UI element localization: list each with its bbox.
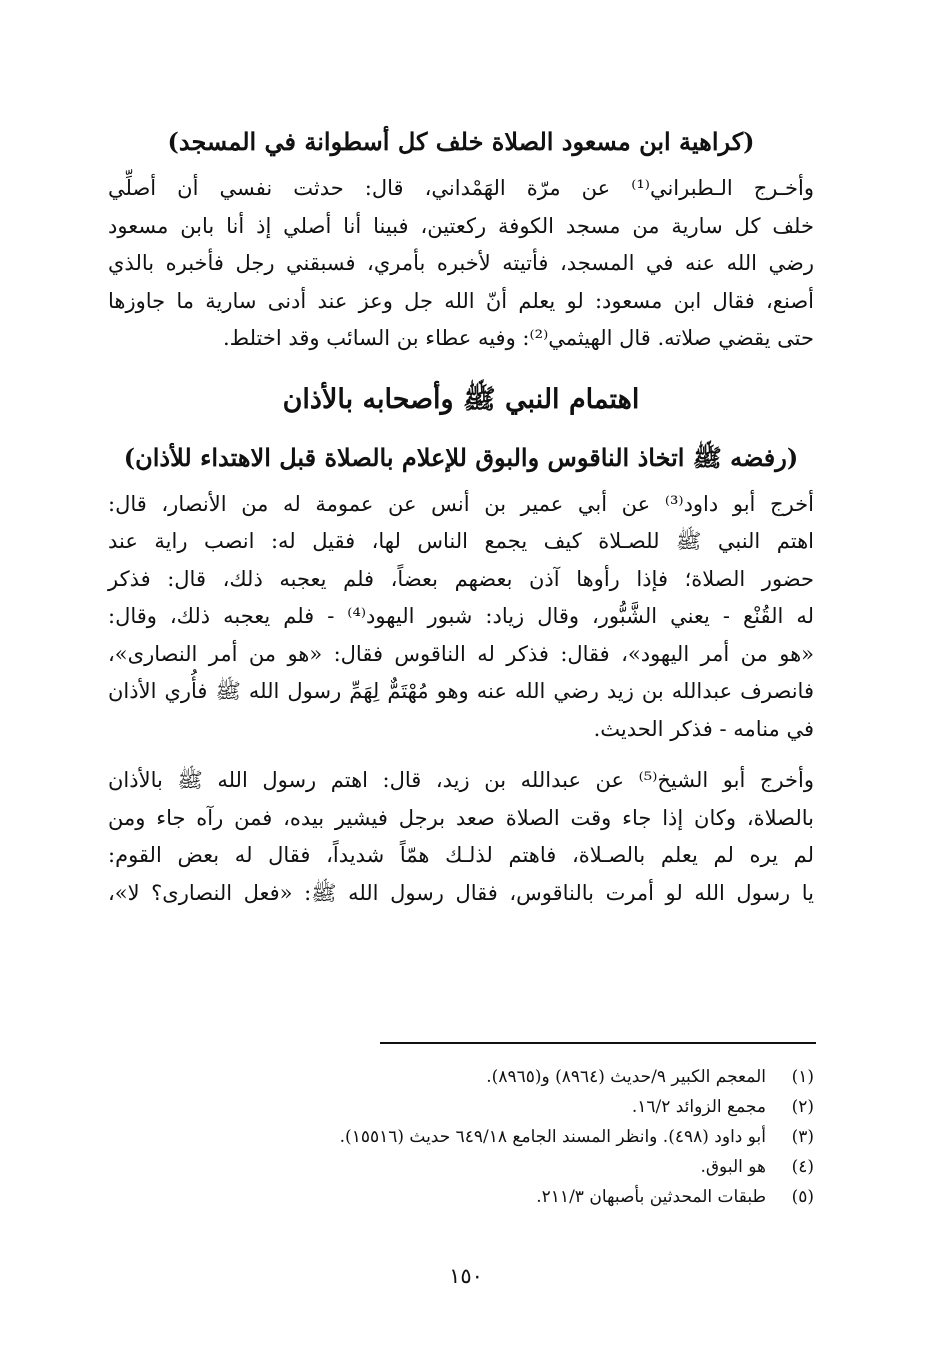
paragraph-abu-al-shaykh [108, 762, 814, 912]
paragraph-abu-dawud [108, 486, 814, 749]
footnote-item [114, 1182, 814, 1212]
section-heading-ibn-masud: (كراهية ابن مسعود الصلاة خلف كل أسطوانة في المسجد) [167, 127, 755, 156]
footnote-text: أبو داود (٤٩٨). وانظر المسند الجامع ٦٤٩/١٨ حديث (١٥٥١٦). [339, 1127, 766, 1147]
footnote-text: هو البوق. [700, 1157, 766, 1177]
page-number: ١٥٠ [449, 1264, 483, 1288]
footnote-text: المعجم الكبير ٩/حديث (٨٩٦٤) و(٨٩٦٥). [486, 1067, 766, 1087]
text-line: «هو من أمر اليهود»، فقال: فذكر له الناقوس فقال: «هو من أمر النصارى»، [108, 641, 814, 666]
text-line: له القُنْع - يعني الشَّبُّور، وقال زياد: شبور اليهود⁽⁴⁾ - فلم يعجبه ذلك، وقال: [108, 604, 814, 628]
footnote-number: (٣) [791, 1127, 814, 1147]
paragraph-tabarani [108, 170, 814, 358]
text-line: في منامه - فذكر الحديث. [593, 716, 814, 741]
section-heading-naqus: (رفضه ﷺ اتخاذ الناقوس والبوق للإعلام بالصلاة قبل الاهتداء للأذان) [123, 442, 799, 472]
text-line: وأخـرج الـطبراني⁽¹⁾ عن مرّة الهَمْداني، قال: حدثت نفسي أن أصلِّي [108, 176, 814, 200]
page-body [108, 118, 814, 926]
footnote-number: (٥) [791, 1187, 814, 1207]
footnote-item [114, 1152, 814, 1182]
text-line: حضور الصلاة؛ فإذا رأوها آذن بعضهم بعضاً، فلم يعجبه ذلك، قال: فذكر [108, 566, 814, 591]
footnote-number: (٢) [791, 1097, 814, 1117]
text-line: يا رسول الله لو أمرت بالناقوس، فقال رسول الله ﷺ: «فعل النصارى؟ لا»، [108, 880, 814, 905]
chapter-heading-adhan: اهتمام النبي ﷺ وأصحابه بالأذان [282, 383, 640, 415]
footnotes [114, 1062, 814, 1212]
footnote-number: (١) [791, 1067, 814, 1087]
text-line: خلف كل سارية من مسجد الكوفة ركعتين، فبينا أنا أصلي إذ أنا بابن مسعود [108, 213, 814, 238]
footnote-divider [380, 1042, 816, 1044]
text-line: أصنع، فقال ابن مسعود: لو يعلم أنّ الله جل وعز عند أدنى سارية ما جاوزها [108, 288, 814, 313]
footnote-item [114, 1092, 814, 1122]
text-line: اهتم النبي ﷺ للصـلاة كيف يجمع الناس لها، فقيل له: انصب راية عند [108, 529, 814, 553]
text-line: لم يره لم يعلم بالصـلاة، فاهتم لذلـك همّاً شديداً، فقال له بعض القوم: [108, 843, 814, 867]
text-line: بالصلاة، وكان إذا جاء وقت الصلاة صعد برجل فيشير بيده، فمن رآه جاء ومن [108, 805, 814, 830]
text-line: حتى يقضي صلاته. قال الهيثمي⁽²⁾: وفيه عطاء بن السائب وقد اختلط. [222, 326, 814, 350]
footnote-number: (٤) [791, 1157, 814, 1177]
footnote-text: مجمع الزوائد ١٦/٢. [631, 1097, 766, 1117]
text-line: فانصرف عبدالله بن زيد رضي الله عنه وهو مُهْتَمٌّ لِهَمِّ رسول الله ﷺ فأُري الأذان [108, 679, 814, 703]
text-line: وأخرج أبو الشيخ⁽⁵⁾ عن عبدالله بن زيد، قال: اهتم رسول الله ﷺ بالأذان [108, 768, 815, 792]
footnote-item [114, 1062, 814, 1092]
text-line: رضي الله عنه في المسجد، فأتيته لأخبره بأمري، فسبقني رجل فأخبره بالذي [108, 251, 814, 275]
footnote-item [114, 1122, 814, 1152]
footnote-text: طبقات المحدثين بأصبهان ٢١١/٣. [536, 1187, 766, 1207]
text-line: أخرج أبو داود⁽³⁾ عن أبي عمير بن أنس عن عمومة له من الأنصار، قال: [108, 491, 814, 516]
